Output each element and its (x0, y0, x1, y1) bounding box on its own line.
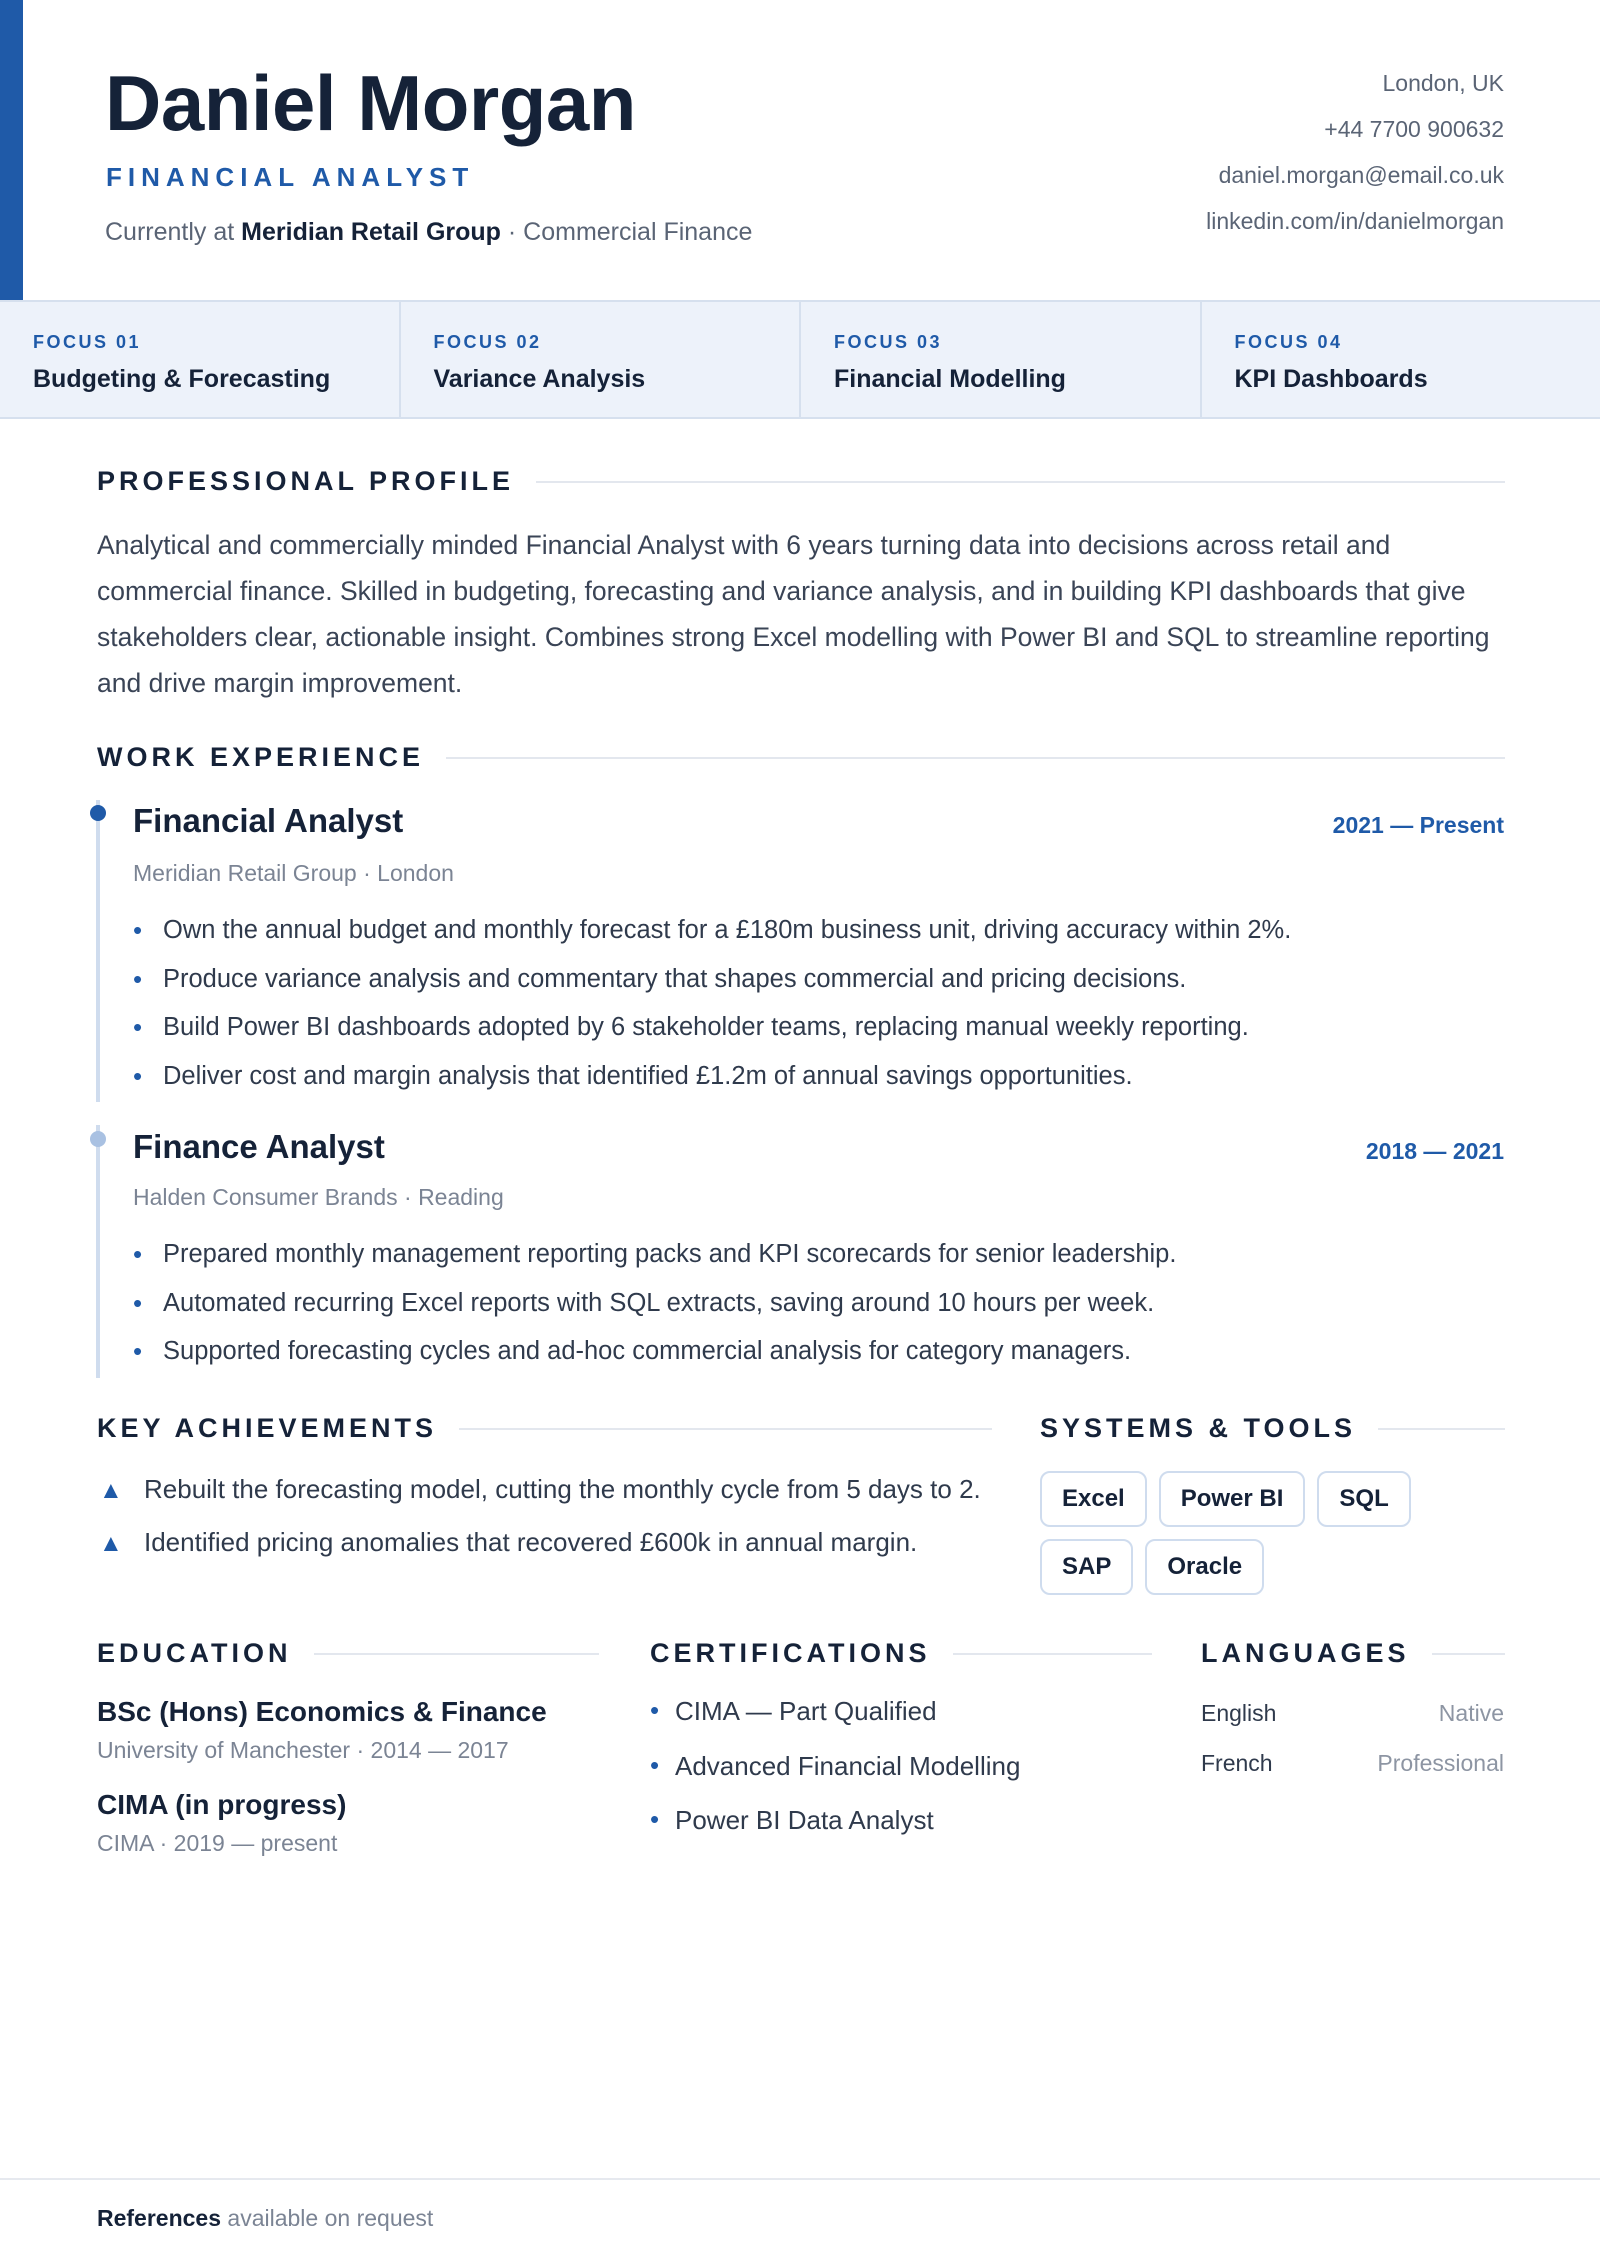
list-item: • Supported forecasting cycles and ad-hoc commercial analysis for category managers. (133, 1337, 1176, 1386)
achievement-text: Rebuilt the forecasting model, cutting the monthly cycle from 5 days to 2. (144, 1474, 981, 1504)
language-level: Professional (1377, 1750, 1504, 1776)
language-row (1201, 1750, 1504, 1777)
references-text: available on request (227, 2205, 434, 2231)
contact-email[interactable]: daniel.morgan@email.co.uk (1218, 162, 1504, 188)
focus-cell (0, 302, 401, 417)
current-company: Meridian Retail Group (241, 218, 501, 246)
candidate-name: Daniel Morgan (105, 59, 636, 147)
contact-linkedin[interactable]: linkedin.com/in/danielmorgan (1206, 208, 1504, 234)
education-degree: BSc (Hons) Economics & Finance (97, 1696, 547, 1727)
section-divider (1432, 1653, 1505, 1655)
job-title: Finance Analyst (133, 1128, 385, 1165)
tools-heading (1040, 1413, 1505, 1444)
job-organisation: Meridian Retail Group · London (133, 860, 454, 886)
candidate-role: FINANCIAL ANALYST (106, 162, 475, 192)
list-item: • Power BI Data Analyst (650, 1805, 1020, 1860)
section-title: CERTIFICATIONS (650, 1638, 931, 1668)
list-item: • Automated recurring Excel reports with SQL extracts, saving around 10 hours per week. (133, 1289, 1176, 1338)
tools-chips (1040, 1471, 1510, 1595)
section-title: KEY ACHIEVEMENTS (97, 1413, 438, 1443)
focus-strip (0, 300, 1600, 419)
timeline-line (96, 800, 100, 1102)
language-name: English (1201, 1700, 1277, 1726)
focus-number: FOCUS 03 (834, 332, 943, 352)
certifications-heading (650, 1638, 1152, 1669)
contact-location: London, UK (1382, 70, 1504, 96)
profile-summary: Analytical and commercially minded Financial Analyst with 6 years turning data into decisions across retail and commercial finance. Skilled in budgeting, forecasting and variance analysis, and in building KPI dashboards that give stakeholders clear, actionable insight. Combines strong Excel modelling with Power BI and SQL to streamline reporting and drive margin improvement. (97, 530, 1490, 698)
list-item: • Produce variance analysis and commentary that shapes commercial and pricing decisions. (133, 965, 1291, 1014)
list-item: • CIMA — Part Qualified (650, 1696, 1020, 1751)
focus-title: Variance Analysis (433, 365, 646, 393)
triangle-icon: ▲ (99, 1530, 123, 1557)
current-prefix: Currently at (105, 218, 235, 246)
focus-cell (401, 302, 802, 417)
focus-title: KPI Dashboards (1234, 365, 1428, 393)
job-dates: 2021 — Present (1332, 812, 1504, 838)
timeline-line (96, 1125, 100, 1378)
footer-divider (0, 2178, 1600, 2180)
contact-block (1206, 70, 1504, 254)
section-divider (459, 1428, 992, 1430)
education-detail: University of Manchester · 2014 — 2017 (97, 1737, 509, 1763)
list-item (97, 1470, 997, 1508)
job-bullets (133, 1240, 1176, 1386)
list-item: • Prepared monthly management reporting packs and KPI scorecards for senior leadership. (133, 1240, 1176, 1289)
focus-cell (801, 302, 1202, 417)
tool-chip: SQL (1317, 1471, 1410, 1527)
languages-heading (1201, 1638, 1505, 1669)
section-title: SYSTEMS & TOOLS (1040, 1413, 1357, 1443)
timeline-dot (90, 805, 106, 821)
list-item: • Deliver cost and margin analysis that identified £1.2m of annual savings opportunities. (133, 1062, 1291, 1111)
list-item: • Own the annual budget and monthly forecast for a £180m business unit, driving accuracy within 2%. (133, 916, 1291, 965)
section-divider (953, 1653, 1153, 1655)
education-heading (97, 1638, 599, 1669)
section-divider (446, 757, 1505, 759)
language-name: French (1201, 1750, 1273, 1776)
focus-title: Financial Modelling (834, 365, 1066, 393)
focus-number: FOCUS 04 (1234, 332, 1343, 352)
timeline-dot (90, 1131, 106, 1147)
focus-title: Budgeting & Forecasting (33, 365, 331, 393)
job-title: Financial Analyst (133, 802, 404, 839)
focus-number: FOCUS 02 (433, 332, 542, 352)
section-title: LANGUAGES (1201, 1638, 1410, 1668)
triangle-icon: ▲ (99, 1477, 123, 1504)
tool-chip: Power BI (1159, 1471, 1306, 1527)
list-item: • Build Power BI dashboards adopted by 6 stakeholder teams, replacing manual weekly reporting. (133, 1013, 1291, 1062)
current-position (105, 218, 752, 247)
job-bullets (133, 916, 1291, 1110)
tool-chip: Oracle (1145, 1539, 1264, 1595)
section-divider (536, 481, 1505, 483)
section-title: PROFESSIONAL PROFILE (97, 466, 515, 496)
contact-phone: +44 7700 900632 (1324, 116, 1504, 142)
achievement-text: Identified pricing anomalies that recovered £600k in annual margin. (144, 1527, 918, 1557)
job-organisation: Halden Consumer Brands · Reading (133, 1184, 504, 1210)
references-note (97, 2205, 433, 2232)
job-dates: 2018 — 2021 (1365, 1138, 1504, 1164)
focus-number: FOCUS 01 (33, 332, 142, 352)
education-degree: CIMA (in progress) (97, 1789, 347, 1820)
profile-heading (97, 466, 1505, 497)
education-detail: CIMA · 2019 — present (97, 1830, 338, 1856)
list-item: • Advanced Financial Modelling (650, 1751, 1020, 1806)
achievements-heading (97, 1413, 992, 1444)
achievements-list (97, 1470, 997, 1576)
list-item (97, 1523, 997, 1561)
section-divider (314, 1653, 600, 1655)
certifications-list (650, 1696, 1020, 1860)
section-divider (1378, 1428, 1505, 1430)
current-suffix: · Commercial Finance (507, 218, 753, 246)
experience-heading (97, 742, 1505, 773)
references-label: References (97, 2205, 222, 2231)
resume-header (0, 0, 1600, 300)
tool-chip: Excel (1040, 1471, 1147, 1527)
language-level: Native (1438, 1700, 1504, 1726)
section-title: WORK EXPERIENCE (97, 742, 425, 772)
language-row (1201, 1700, 1504, 1727)
tool-chip: SAP (1040, 1539, 1133, 1595)
focus-cell (1202, 302, 1600, 417)
section-title: EDUCATION (97, 1638, 292, 1668)
